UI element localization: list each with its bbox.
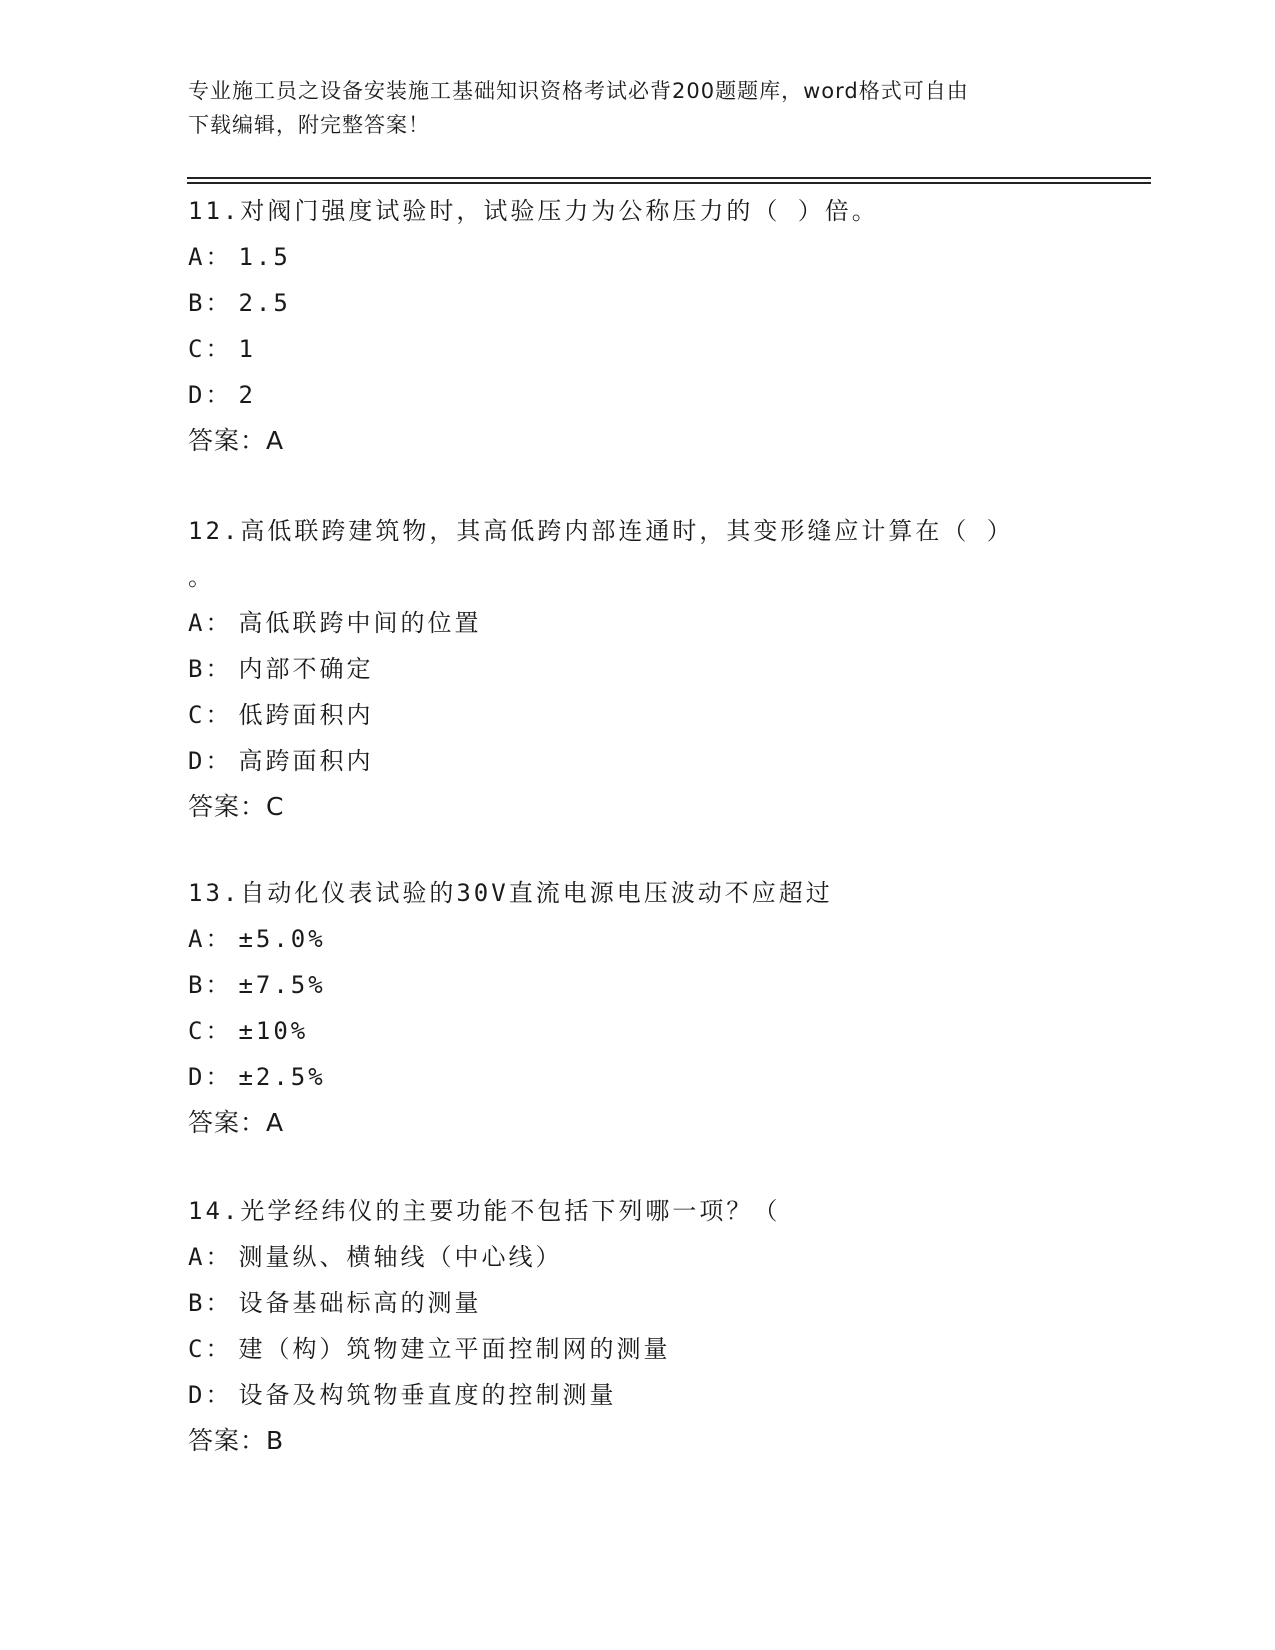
header-line-1: 专业施工员之设备安装施工基础知识资格考试必背200题题库，word格式可自由: [188, 79, 969, 103]
option-value: 设备基础标高的测量: [238, 1289, 482, 1317]
option-key: D：: [188, 381, 233, 409]
question-14: [188, 1188, 1088, 1464]
option-value: 建（构）筑物建立平面控制网的测量: [238, 1335, 671, 1363]
option-b: [188, 646, 1088, 692]
option-key: C：: [188, 701, 233, 729]
option-value: ±10%: [238, 1017, 309, 1045]
option-key: B：: [188, 1289, 233, 1317]
question-text: 12.高低联跨建筑物，其高低跨内部连通时，其变形缝应计算在（ ）: [188, 517, 1014, 545]
question-text: 14.光学经纬仪的主要功能不包括下列哪一项？（: [188, 1197, 781, 1225]
option-value: ±5.0%: [238, 925, 326, 953]
answer-line: 答案：A: [188, 426, 285, 455]
option-value: 2: [238, 381, 256, 409]
option-key: A：: [188, 609, 233, 637]
option-key: B：: [188, 971, 233, 999]
option-b: [188, 962, 1088, 1008]
option-value: 低跨面积内: [238, 701, 374, 729]
header-divider-top: [187, 177, 1151, 179]
option-a: [188, 1234, 1088, 1280]
option-key: B：: [188, 289, 233, 317]
question-12: [188, 508, 1088, 830]
option-b: [188, 280, 1088, 326]
option-d: [188, 1372, 1088, 1418]
option-d: [188, 372, 1088, 418]
option-c: [188, 1008, 1088, 1054]
option-key: B：: [188, 655, 233, 683]
option-b: [188, 1280, 1088, 1326]
option-value: 1: [238, 335, 256, 363]
option-key: D：: [188, 1381, 233, 1409]
option-key: C：: [188, 335, 233, 363]
question-11: [188, 188, 1088, 464]
option-c: [188, 1326, 1088, 1372]
question-text-continued: 。: [188, 563, 215, 591]
answer-line: 答案：A: [188, 1108, 285, 1137]
header-line-2: 下载编辑，附完整答案！: [188, 113, 430, 137]
option-value: ±2.5%: [238, 1063, 326, 1091]
option-value: 高跨面积内: [238, 747, 374, 775]
option-key: D：: [188, 1063, 233, 1091]
option-value: ±7.5%: [238, 971, 326, 999]
option-value: 1.5: [238, 243, 291, 271]
option-c: [188, 326, 1088, 372]
option-key: D：: [188, 747, 233, 775]
option-a: [188, 234, 1088, 280]
option-key: A：: [188, 243, 233, 271]
question-text: 11.对阀门强度试验时，试验压力为公称压力的（ ）倍。: [188, 197, 879, 225]
header-divider-bottom: [187, 182, 1151, 184]
option-key: A：: [188, 1243, 233, 1271]
option-value: 内部不确定: [238, 655, 374, 683]
option-value: 2.5: [238, 289, 291, 317]
answer-line: 答案：C: [188, 792, 285, 821]
option-value: 高低联跨中间的位置: [238, 609, 482, 637]
option-key: C：: [188, 1017, 233, 1045]
option-a: [188, 600, 1088, 646]
question-text: 13.自动化仪表试验的30V直流电源电压波动不应超过: [188, 879, 833, 907]
option-value: 设备及构筑物垂直度的控制测量: [238, 1381, 617, 1409]
option-d: [188, 738, 1088, 784]
option-d: [188, 1054, 1088, 1100]
option-key: A：: [188, 925, 233, 953]
answer-line: 答案：B: [188, 1426, 285, 1455]
option-value: 测量纵、横轴线（中心线）: [238, 1243, 563, 1271]
question-13: [188, 870, 1088, 1146]
document-header: [188, 74, 1068, 142]
option-c: [188, 692, 1088, 738]
option-key: C：: [188, 1335, 233, 1363]
option-a: [188, 916, 1088, 962]
